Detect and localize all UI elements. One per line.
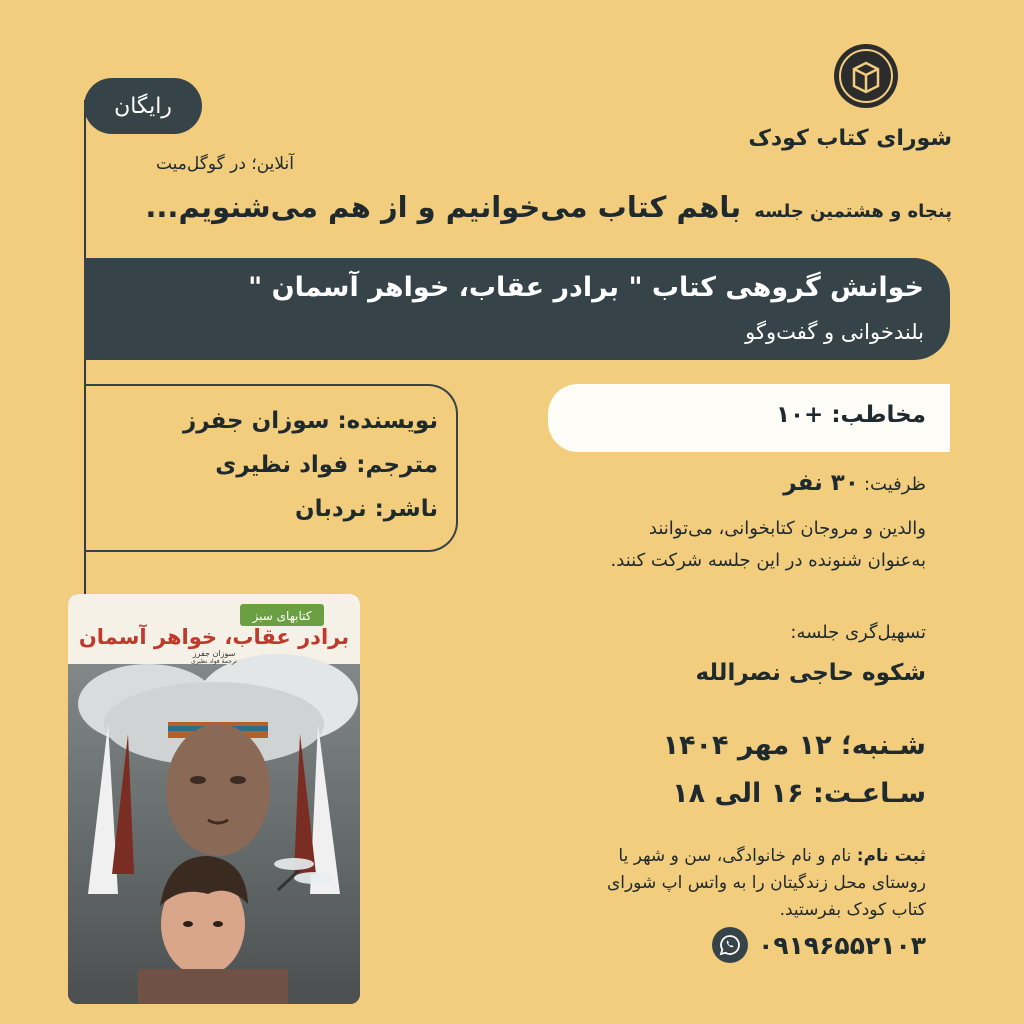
timeline-line-top [84,100,86,262]
event-date: شـنبه؛ ۱۲ مهر ۱۴۰۴ [662,730,926,761]
audience-note-1: والدین و مروجان کتابخوانی، می‌توانند [648,518,926,539]
registration-line-1 [618,846,926,866]
registration-label: ثبت نام: [856,846,926,866]
audience-card [548,384,950,452]
banner-title: خوانش گروهی کتاب " برادر عقاب، خواهر آسمان " [248,272,924,303]
registration-line-3: کتاب کودک بفرستید. [779,900,926,920]
cover-title: برادر عقاب، خواهر آسمان [78,625,350,649]
capacity-label: ظرفیت: [863,474,926,495]
book-info-card [84,384,458,552]
book-box-icon [832,42,900,110]
book-cover-image [68,594,360,1004]
capacity-value: ۳۰ نفر [783,470,859,496]
registration-line-2: روستای محل زندگیتان را به واتس اپ شورای [606,873,926,893]
event-banner [84,258,950,360]
phone-row [712,926,926,964]
audience-value: +۱۰ [775,402,824,428]
banner-subtitle: بلندخوانی و گفت‌وگو [745,320,924,344]
capacity-line [783,470,926,496]
org-name: شورای کتاب کودک [748,126,952,151]
audience-text [776,402,926,428]
audience-note-2: به‌عنوان شنونده در این جلسه شرکت کنند. [610,550,926,571]
cover-author: سوزان جفرز [192,649,236,658]
registration-text-1: نام و نام خانوادگی، سن و شهر یا [618,846,857,866]
book-publisher: ناشر: نردبان [294,496,438,522]
session-title: باهم کتاب می‌خوانیم و از هم می‌شنویم... [145,190,742,224]
session-heading [145,190,952,224]
session-number: پنجاه و هشتمین جلسه [754,201,952,222]
free-badge: رایگان [84,78,202,134]
whatsapp-icon[interactable] [712,927,748,963]
cover-series: کتابهای سبز [252,609,312,623]
book-author: نویسنده: سوزان جفرز [182,408,438,434]
facilitator-name: شکوه حاجی نصرالله [695,660,926,686]
facilitator-label: تسهیل‌گری جلسه: [790,622,926,643]
phone-number[interactable]: ۰۹۱۹۶۵۵۲۱۰۳ [758,930,926,960]
online-platform: آنلاین؛ در گوگل‌میت [155,154,294,174]
event-time: سـاعـت: ۱۶ الی ۱۸ [672,778,926,809]
audience-label: مخاطب: [831,402,926,428]
book-translator: مترجم: فواد نظیری [215,452,438,478]
cover-translator: ترجمهٔ فواد نظیری [191,658,237,665]
